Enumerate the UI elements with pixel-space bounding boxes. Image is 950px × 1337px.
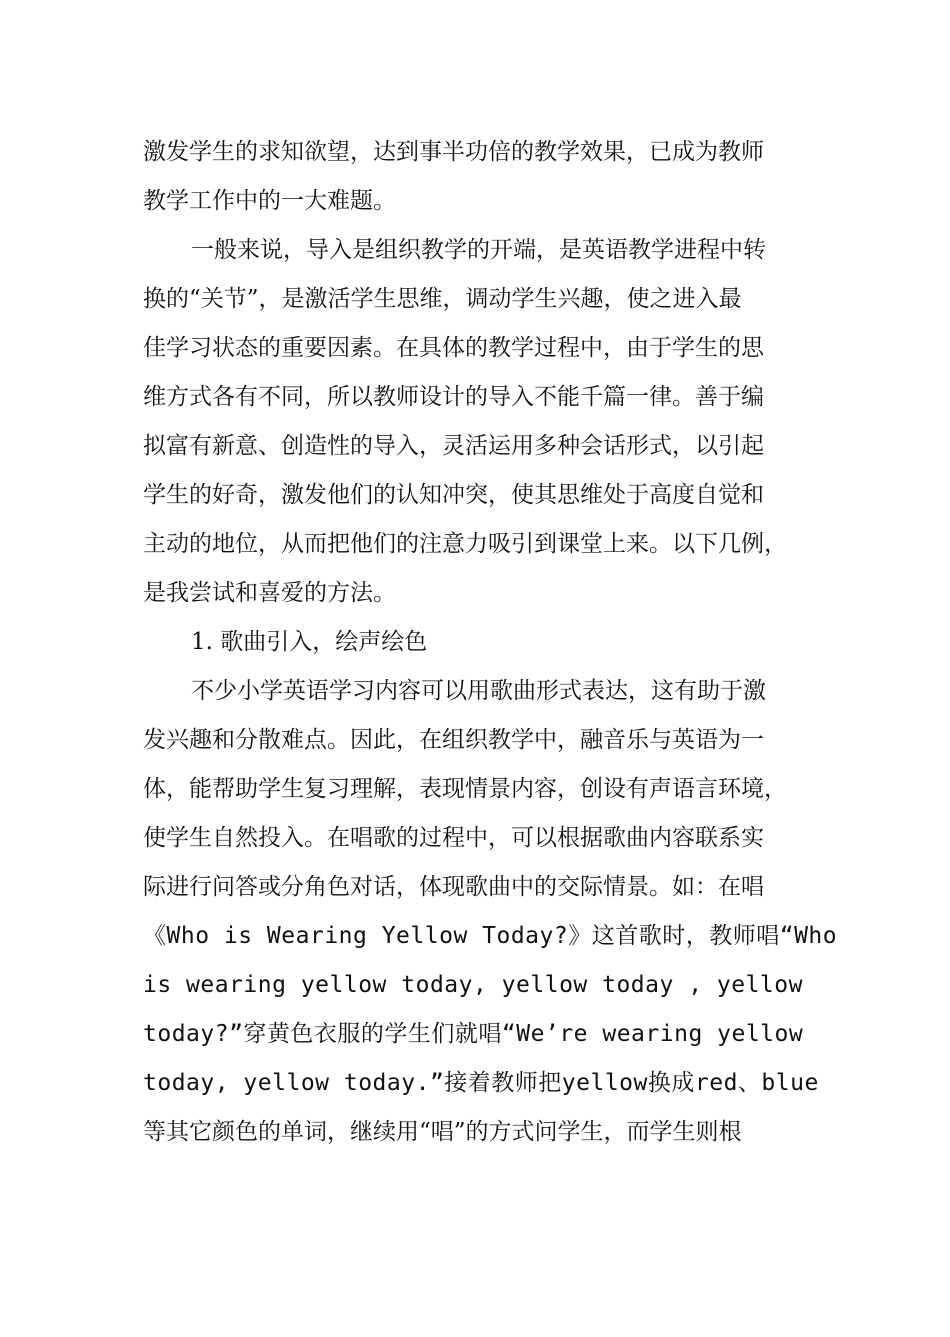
text-line: today, yellow today.”接着教师把yellow换成red、blue: [143, 1070, 819, 1096]
text-line: 使学生自然投入。在唱歌的过程中，可以根据歌曲内容联系实: [143, 825, 764, 851]
text-line: is wearing yellow today, yellow today , yellow: [143, 972, 803, 998]
text-line: 《Who is Wearing Yellow Today?》这首歌时，教师唱“Who: [143, 923, 838, 949]
text-line: 换的“关节”，是激活学生思维，调动学生兴趣，使之进入最: [143, 286, 742, 312]
text-line: 佳学习状态的重要因素。在具体的教学过程中，由于学生的思: [143, 335, 764, 361]
text-line: 主动的地位，从而把他们的注意力吸引到课堂上来。以下几例，: [143, 531, 787, 557]
text-line: 激发学生的求知欲望，达到事半功倍的教学效果，已成为教师: [143, 139, 764, 165]
section-heading: 1. 歌曲引入，绘声绘色: [191, 629, 428, 655]
text-line: 维方式各有不同，所以教师设计的导入不能千篇一律。善于编: [143, 384, 764, 410]
text-line: 等其它颜色的单词，继续用“唱”的方式问学生，而学生则根: [143, 1119, 742, 1145]
text-line: 学生的好奇，激发他们的认知冲突，使其思维处于高度自觉和: [143, 482, 764, 508]
paragraph-start-line: 不少小学英语学习内容可以用歌曲形式表达，这有助于激: [191, 678, 766, 704]
body-text: [143, 128, 843, 1157]
text-line: 教学工作中的一大难题。: [143, 188, 396, 214]
text-line: 发兴趣和分散难点。因此，在组织教学中，融音乐与英语为一: [143, 727, 764, 753]
text-line: 际进行问答或分角色对话，体现歌曲中的交际情景。如：在唱: [143, 874, 764, 900]
text-line: 是我尝试和喜爱的方法。: [143, 580, 396, 606]
text-line: today?”穿黄色衣服的学生们就唱“We’re wearing yellow: [143, 1021, 804, 1047]
text-line: 体，能帮助学生复习理解，表现情景内容，创设有声语言环境，: [143, 776, 787, 802]
paragraph-start-line: 一般来说，导入是组织教学的开端，是英语教学进程中转: [191, 237, 766, 263]
text-line: 拟富有新意、创造性的导入，灵活运用多种会话形式，以引起: [143, 433, 764, 459]
